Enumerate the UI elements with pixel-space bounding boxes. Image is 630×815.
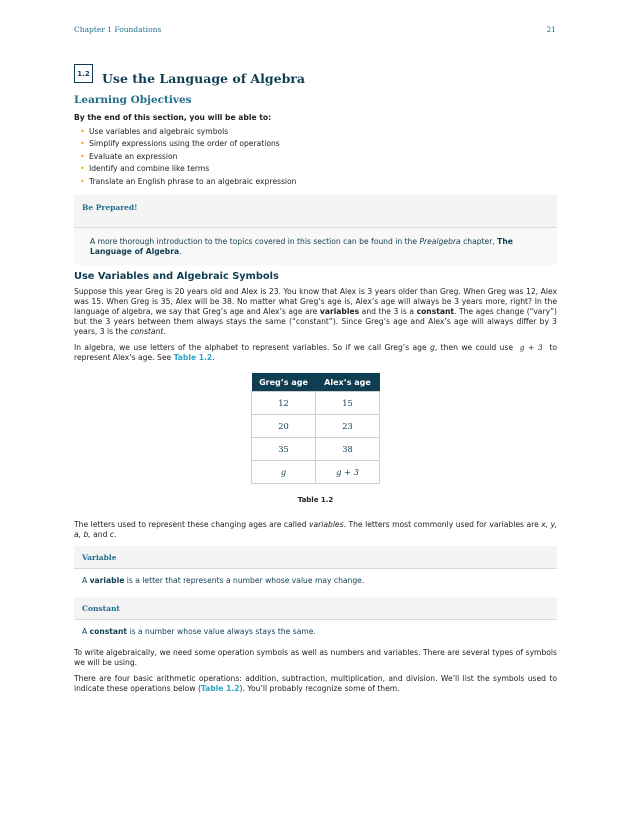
table-cell: 15 xyxy=(316,392,380,415)
table-cell: 12 xyxy=(252,392,316,415)
variable-definition-title: Variable xyxy=(74,546,557,569)
table-row xyxy=(252,461,380,484)
letter-c: c xyxy=(109,530,115,540)
table-cell: 38 xyxy=(316,438,380,461)
objective-item: • Simplify expressions using the order of operations xyxy=(80,138,557,150)
learning-objectives-intro: By the end of this section, you will be able to: xyxy=(74,113,272,122)
ages-table xyxy=(251,373,380,484)
chapter-link[interactable]: The Language of Algebra xyxy=(90,237,513,257)
column-header-alex: Alex’s age xyxy=(316,373,380,392)
be-prepared-title: Be Prepared! xyxy=(74,195,557,228)
table-cell: 20 xyxy=(252,415,316,438)
table-link[interactable]: Table 1.2 xyxy=(200,684,240,694)
table-row xyxy=(252,392,380,415)
learning-objectives-title: Learning Objectives xyxy=(74,94,192,106)
learning-objectives-list xyxy=(74,126,557,188)
paragraph-ages-intro: Suppose this year Greg is 20 years old and Alex is 23. You know that Alex is 3 years older than Greg. When Greg was 12, Alex was 15. When Greg is 35, Alex will be 38. No matter what Greg’s age is, Alex’s age will always be 3 years more, right? In the language of algebra, we say that Greg’s age and Alex’s age are variables and the 3 is a constant. The ages change (“vary”) but the 3 years between them always stays the same (“constant”). Since Greg’s age and Alex’s age will always differ by 3 years, 3 is the constant. xyxy=(74,287,557,337)
page-content xyxy=(74,94,557,700)
table-link[interactable]: Table 1.2 xyxy=(173,353,213,363)
table-cell: g + 3 xyxy=(316,461,380,484)
table-row xyxy=(252,415,380,438)
section-title: Use the Language of Algebra xyxy=(102,71,305,86)
constant-definition-box xyxy=(74,597,557,642)
term-variable: variable xyxy=(89,576,125,586)
table-cell: g xyxy=(252,461,316,484)
constant-definition-title: Constant xyxy=(74,597,557,620)
table-cell: 35 xyxy=(252,438,316,461)
term-constant: constant xyxy=(416,307,455,317)
table-caption: Table 1.2 xyxy=(297,496,334,505)
section-heading xyxy=(74,64,305,86)
book-title: Prealgebra xyxy=(419,237,461,247)
letters-list: x, y, a, b, xyxy=(74,520,557,540)
objective-item: • Identify and combine like terms xyxy=(80,163,557,175)
be-prepared-text: A more thorough introduction to the topics covered in this section can be found in the Prealgebra chapter, The Language of Algebra. xyxy=(74,228,557,265)
objective-item: • Evaluate an expression xyxy=(80,151,557,163)
chapter-label: Chapter 1 Foundations xyxy=(74,25,162,34)
section-number-badge: 1.2 xyxy=(74,64,93,83)
objective-item: • Use variables and algebraic symbols xyxy=(80,126,557,138)
paragraph-common-letters: The letters used to represent these changing ages are called variables. The letters most commonly used for variables are x, y, a, b, and c. xyxy=(74,520,557,540)
objective-item: • Translate an English phrase to an algebraic expression xyxy=(80,176,557,188)
variable-definition-box xyxy=(74,546,557,591)
column-header-greg: Greg’s age xyxy=(252,373,316,392)
variable-g: g xyxy=(430,343,435,353)
term-variables-italic: variables xyxy=(308,520,344,530)
running-head xyxy=(74,25,556,34)
page-number: 21 xyxy=(546,25,556,34)
table-cell: 23 xyxy=(316,415,380,438)
constant-definition-text: A constant is a number whose value always stays the same. xyxy=(74,620,557,642)
term-constant-def: constant xyxy=(89,627,128,637)
term-variables: variables xyxy=(319,307,360,317)
paragraph-letters-variables: In algebra, we use letters of the alphabet to represent variables. So if we call Greg’s age g, then we could use g + 3 to represent Alex’s age. See Table 1.2. xyxy=(74,343,557,363)
paragraph-operation-symbols: To write algebraically, we need some operation symbols as well as numbers and variables. There are several types of symbols we will be using. xyxy=(74,648,557,668)
math-expression: g + 3 xyxy=(519,343,543,353)
subsection-title: Use Variables and Algebraic Symbols xyxy=(74,271,279,283)
table-header-row xyxy=(252,373,380,392)
paragraph-arithmetic-operations: There are four basic arithmetic operations: addition, subtraction, multiplication, and division. We’ll list the symbols used to indicate these operations below (Table 1.2). You’ll probably recognize some of them. xyxy=(74,674,557,694)
table-row xyxy=(252,438,380,461)
variable-definition-text: A variable is a letter that represents a number whose value may change. xyxy=(74,569,557,591)
term-constant-italic: constant xyxy=(130,327,164,337)
be-prepared-box xyxy=(74,195,557,265)
